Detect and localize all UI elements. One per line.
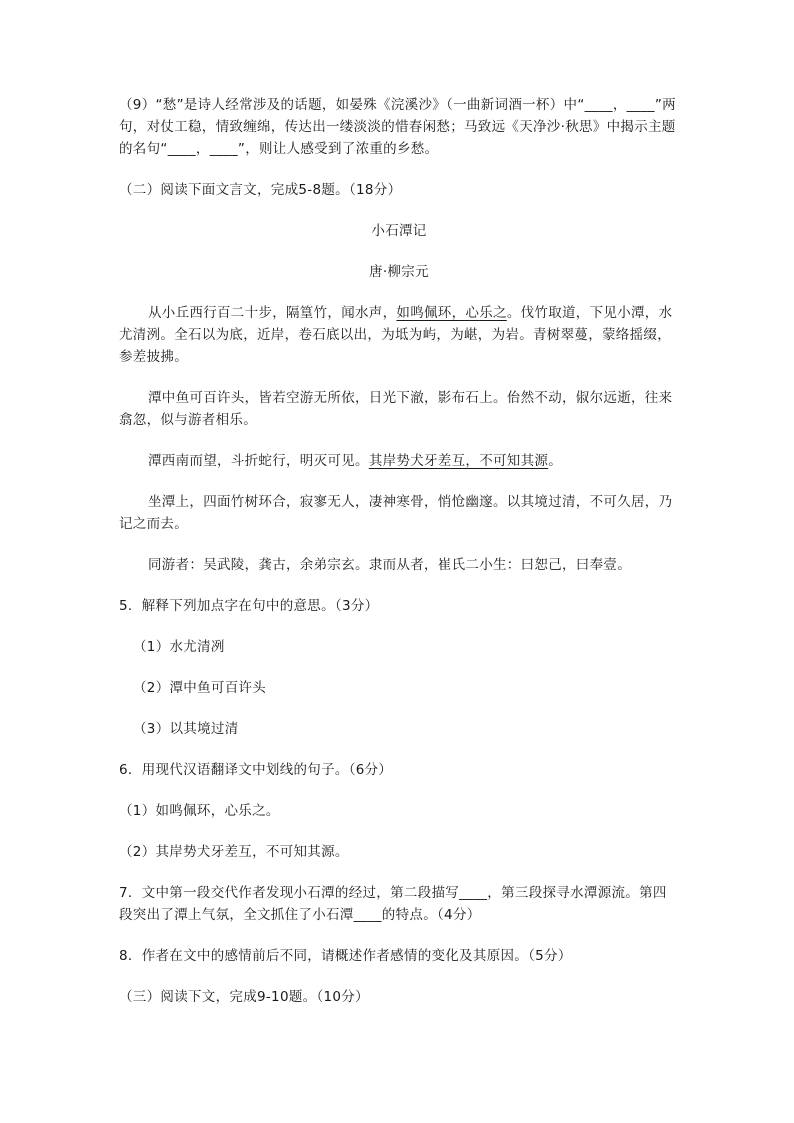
paragraph-3-before: 潭西南而望，斗折蛇行，明灭可见。 [148,453,369,469]
passage-paragraph-4: 坐潭上，四面竹树环合，寂寥无人，凄神寒骨，悄怆幽邃。以其境过清，不可久居，乃记之而去。 [119,494,673,532]
paragraph-1-after: 。伐竹取道，下见小潭，水尤清洌。全石以为底，近岸，卷石底以出，为坻为屿，为嵁，为岩。青树翠蔓，蒙络摇缀，参差披拂。 [119,305,673,365]
passage-paragraph-2: 潭中鱼可百许头，皆若空游无所依，日光下澈，影布石上。佁然不动，俶尔远逝，往来翕忽，似与游者相乐。 [119,390,673,428]
underlined-sentence-1: 如鸣佩环，心乐之 [396,305,507,321]
question-7-prompt: 7．文中第一段交代作者发现小石潭的经过，第二段描写____，第三段探寻水潭源流。第四段突出了潭上气氛，全文抓住了小石潭____的特点。（4分） [119,885,667,923]
question-5-item-2: （2）潭中鱼可百许头 [133,680,267,696]
question-8-prompt: 8．作者在文中的感情前后不同，请概述作者感情的变化及其原因。（5分） [119,948,572,964]
underlined-sentence-2: 其岸势犬牙差互，不可知其源 [368,453,549,469]
section-2-heading: （二）阅读下面文言文，完成5-8题。（18分） [119,182,402,198]
question-5-prompt: 5．解释下列加点字在句中的意思。（3分） [119,598,379,614]
question-9-text: （9）“愁”是诗人经常涉及的话题，如晏殊《浣溪沙》（一曲新词酒一杯）中“____，____”两句，对仗工稳，情致缠绵，传达出一缕淡淡的惜春闲愁；马致远《天净沙·秋思》中揭示主题的名句“____，____”，则让人感受到了浓重的乡愁。 [119,97,676,157]
passage-paragraph-1 [119,302,679,368]
paragraph-3-after: 。 [548,453,563,469]
document-page [119,94,679,1008]
section-3-heading: （三）阅读下文，完成9-10题。（10分） [119,989,369,1005]
question-5-item-1: （1）水尤清冽 [133,639,225,655]
question-6-prompt: 6．用现代汉语翻译文中划线的句子。（6分） [119,762,393,778]
passage-author: 唐·柳宗元 [369,264,429,280]
question-6-item-2: （2）其岸势犬牙差互，不可知其源。 [119,844,349,860]
passage-title: 小石潭记 [371,223,427,239]
question-5-item-3: （3）以其境过清 [133,721,239,737]
passage-paragraph-5: 同游者：吴武陵，龚古，余弟宗玄。隶而从者，崔氏二小生：曰恕己，曰奉壹。 [148,557,631,573]
passage-paragraph-3 [119,450,679,472]
question-6-item-1: （1）如鸣佩环，心乐之。 [119,803,280,819]
paragraph-1-before: 从小丘西行百二十步，隔篁竹，闻水声， [148,305,397,321]
